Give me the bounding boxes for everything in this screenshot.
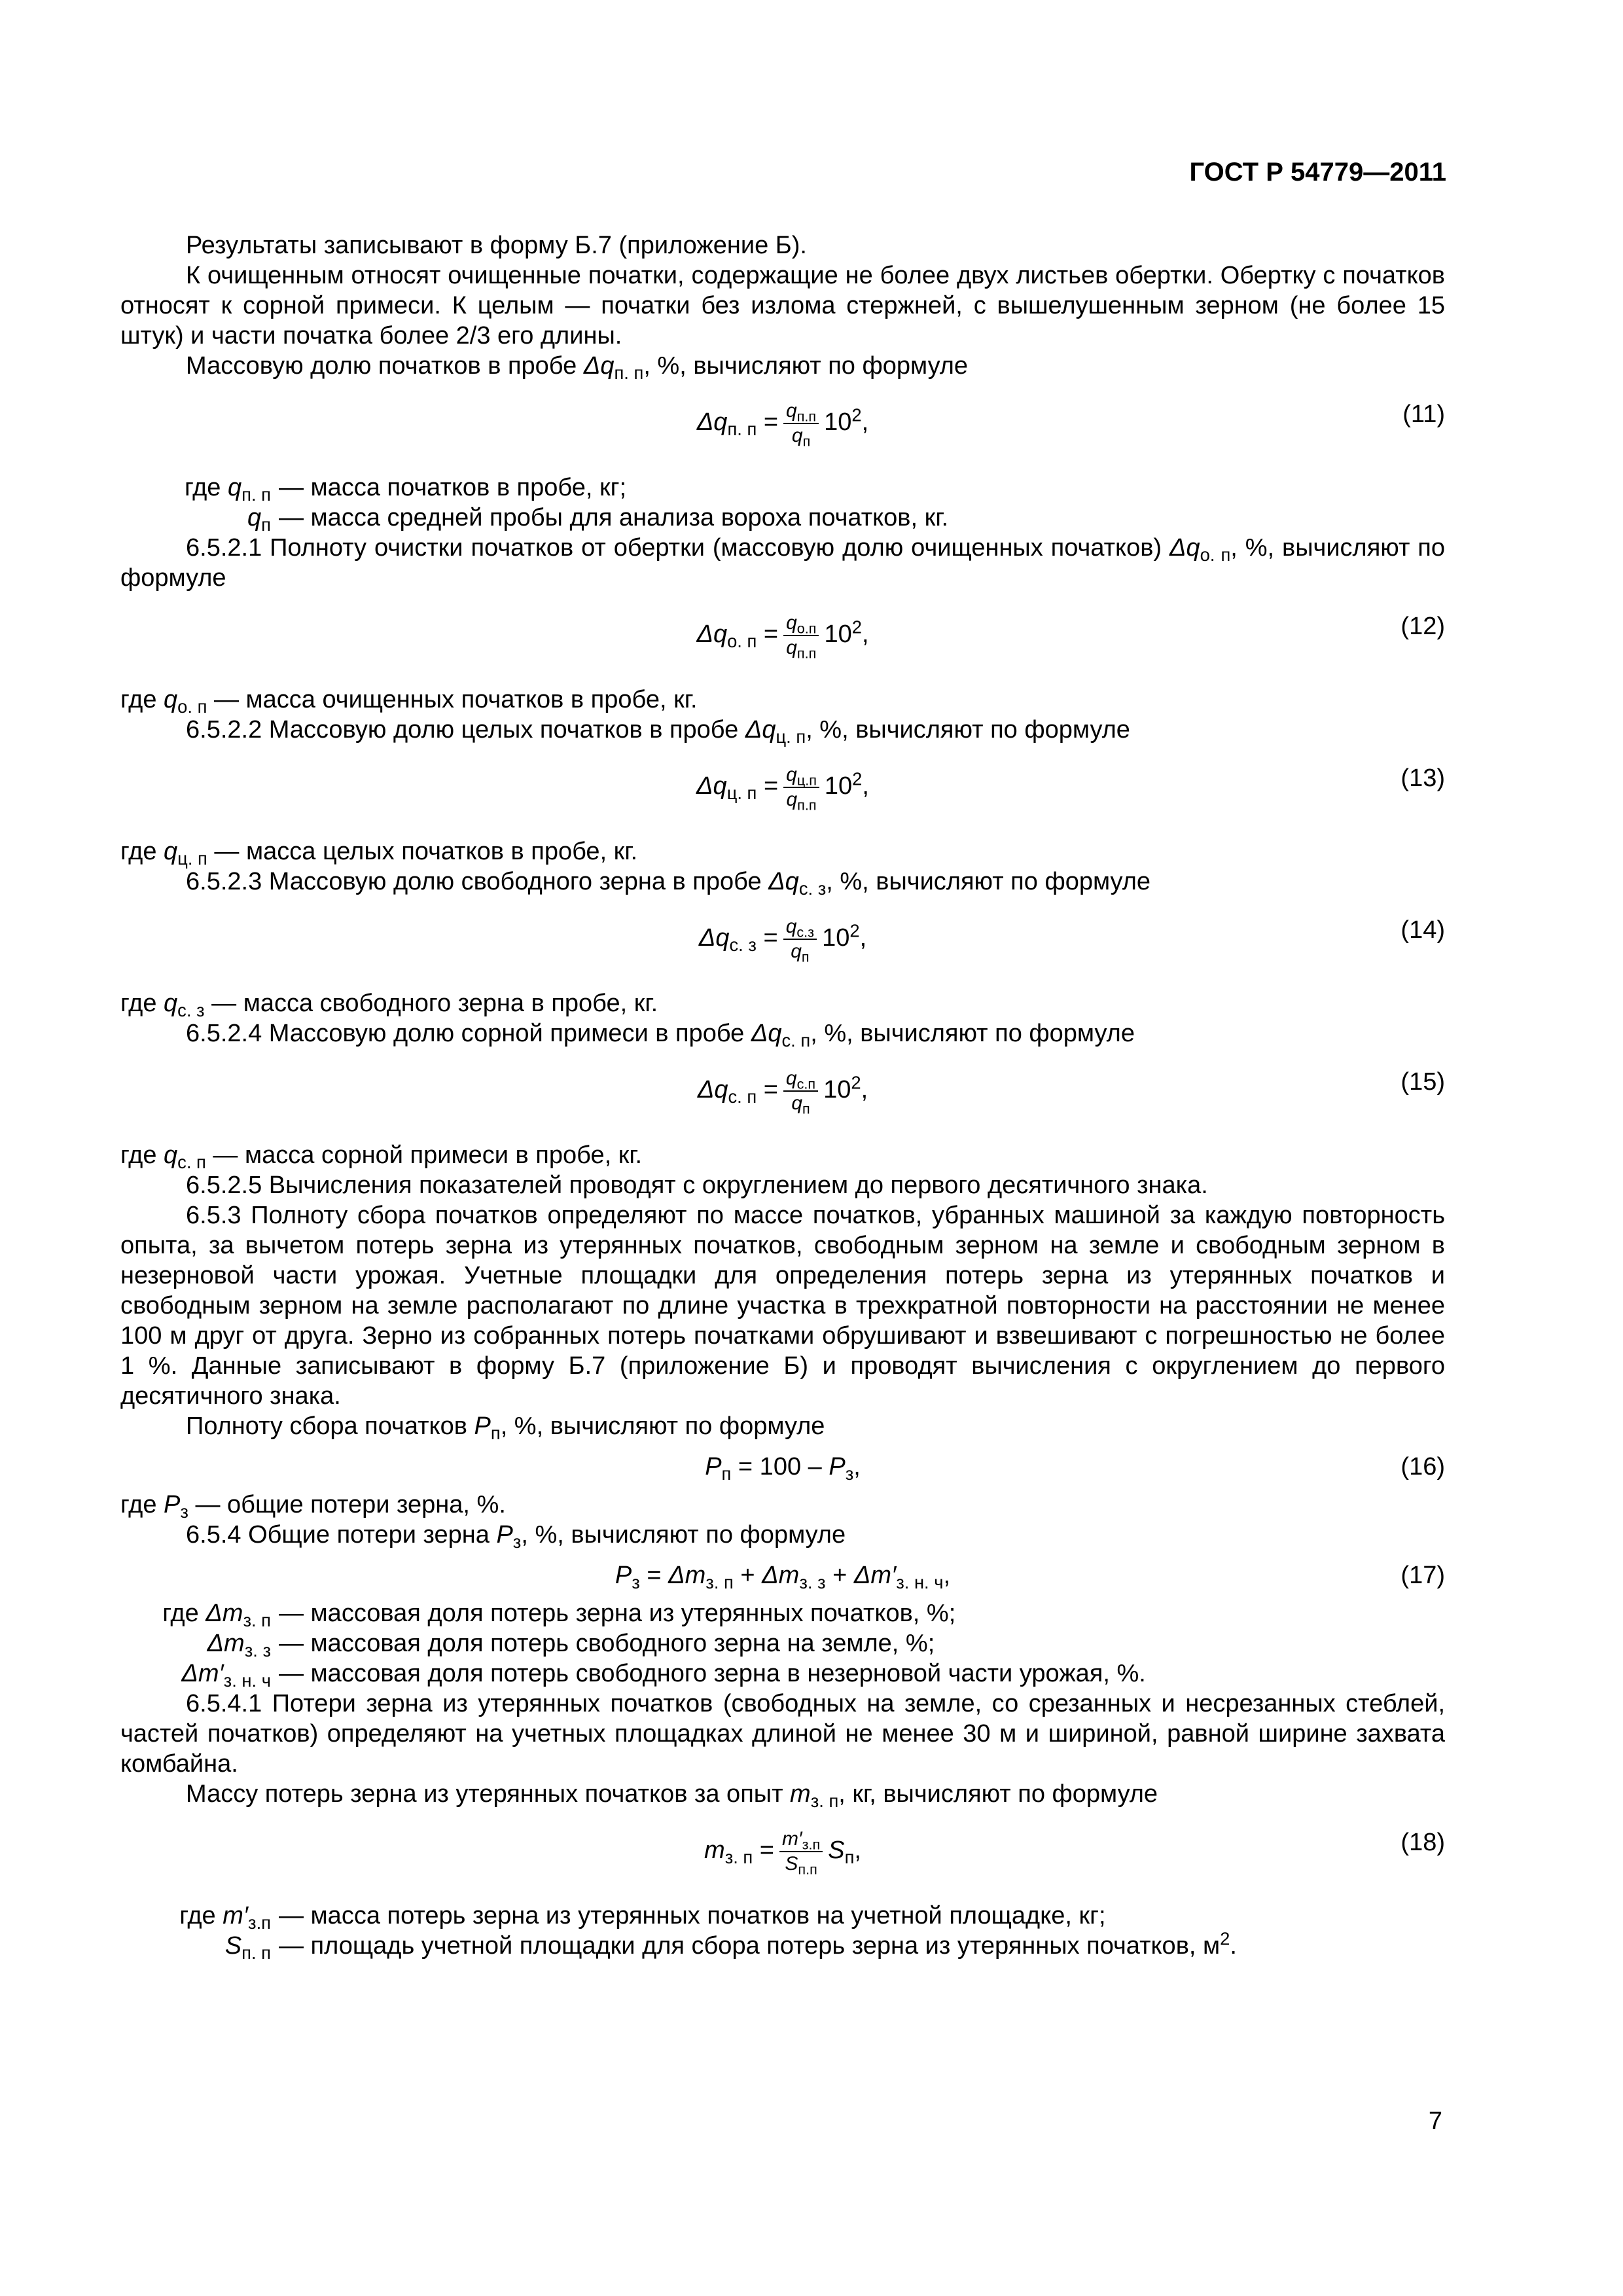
paragraph: Массу потерь зерна из утерянных початков за опыт $m_{з. п}$, кг, вычисляют по формуле [186, 1780, 1158, 1812]
document-header: ГОСТ Р 54779—2011 [1189, 158, 1446, 187]
formula-15: $\Delta q_{с. п}$ = $\frac{q_{с.п}}{q_п}$ $10^2$, (15) [697, 1067, 1445, 1117]
formula-number: (18) [1400, 1829, 1445, 1856]
paragraph: К очищенным относят очищенные початки, содержащие не более двух листьев обертки. Обертку с початков относят к сорной примеси. К целым — початки без излома стержней, с вышелушенным зерном (не более 15 штук) и части початка более 2/3 его длины. [120, 262, 1445, 350]
formula-11: $\Delta q_{п. п}$ = $\frac{q_{п.п}}{q_п}$ $10^2$, (11) [696, 400, 1445, 450]
section-6-5-4: 6.5.4 Общие потери зерна $P_з$, %, вычисляют по формуле [186, 1521, 846, 1552]
formula-number: (11) [1402, 401, 1445, 428]
formula-12: $\Delta q_{о. п}$ = $\frac{q_{о.п}}{q_{п.п}}$ $10^2$, (12) [696, 612, 1445, 662]
formula-16: $P_п = 100 - P_з$, (16) [705, 1453, 1445, 1484]
section-6-5-2-4: 6.5.2.4 Массовую долю сорной примеси в пробе $\Delta q_{с. п}$, %, вычисляют по формуле [186, 1020, 1135, 1051]
formula-number: (16) [1400, 1453, 1445, 1480]
page-content [120, 230, 1445, 1964]
formula-17: $P_з = \Delta m_{з. п} + \Delta m_{з. з} + \Delta m'_{з. н. ч}$, (17) [615, 1562, 1445, 1593]
formula-legend: где $m'_{з.п}$ — масса потерь зерна из утерянных початков на учетной площадке, кг; $S_{п. п}$ — площадь учетной площадки для сбора потерь зерна из утерянных початков, $м^2$. [179, 1902, 1237, 1964]
formula-legend: где $P_з$ — общие потери зерна, %. [120, 1491, 506, 1522]
formula-number: (14) [1400, 916, 1445, 944]
section-6-5-2-3: 6.5.2.3 Массовую долю свободного зерна в пробе $\Delta q_{с. з}$, %, вычисляют по формуле [186, 868, 1151, 899]
formula-number: (13) [1400, 764, 1445, 792]
formula-legend: где $q_{п. п}$ — масса початков в пробе, кг; $q_п$ — масса средней пробы для анализа вороха початков, кг. [184, 474, 949, 535]
formula-14: $\Delta q_{с. з}$ = $\frac{q_{с.з}}{q_п}$ $10^2$, (14) [698, 916, 1445, 965]
formula-18: $m_{з. п}$ = $\frac{m'_{з.п}}{S_{п.п}}$ $S_п$, (18) [704, 1828, 1445, 1878]
formula-13: $\Delta q_{ц. п}$ = $\frac{q_{ц.п}}{q_{п.п}}$ $10^2$, (13) [696, 764, 1445, 814]
formula-legend: где $q_{с. п}$ — масса сорной примеси в пробе, кг. [120, 1141, 643, 1173]
section-6-5-2-5: 6.5.2.5 Вычисления показателей проводят с округлением до первого десятичного знака. [186, 1172, 1208, 1199]
formula-number: (12) [1400, 613, 1445, 640]
page-number: 7 [1428, 2108, 1442, 2135]
formula-legend: где $q_{ц. п}$ — масса целых початков в пробе, кг. [120, 838, 638, 869]
section-6-5-2-1: 6.5.2.1 Полноту очистки початков от обертки (массовую долю очищенных початков) $\Delta q_{о. п}$, %, вычисляют по формуле [120, 534, 1445, 592]
formula-legend: где $q_{о. п}$ — масса очищенных початков в пробе, кг. [120, 686, 698, 717]
paragraph: Полноту сбора початков $P_п$, %, вычисляют по формуле [186, 1412, 825, 1444]
paragraph: Результаты записывают в форму Б.7 (приложение Б). [186, 232, 807, 259]
section-6-5-3: 6.5.3 Полноту сбора початков определяют по массе початков, убранных машиной за каждую повторность опыта, за вычетом потерь зерна из утерянных початков, свободным зерном на земле и свободным зерном в незерновой части урожая. Учетные площадки для определения потерь зерна из утерянных початков и свободным зерном на земле располагают по длине участка в трехкратной повторности на расстоянии не менее 100 м друг от друга. Зерно из собранных потерь початками обрушивают и взвешивают с погрешностью не более 1 %. Данные записывают в форму Б.7 (приложение Б) и проводят вычисления с округлением до первого десятичного знака. [120, 1202, 1445, 1410]
formula-legend: где $\Delta m_{з. п}$ — массовая доля потерь зерна из утерянных початков, %; $\Delta m_{з. з}$ — массовая доля потерь свободного зерна на земле, %; $\Delta m'_{з. н. ч}$ — массовая доля потерь свободного зерна в незерновой части урожая, %. [162, 1600, 1146, 1691]
section-6-5-4-1: 6.5.4.1 Потери зерна из утерянных початков (свободных на земле, со срезанных и несрезанных стеблей, частей початков) определяют на учетных площадках длиной не менее 30 м и шириной, равной ширине захвата комбайна. [120, 1690, 1445, 1778]
paragraph: Массовую долю початков в пробе $\Delta q_{п. п}$, %, вычисляют по формуле [186, 352, 969, 384]
formula-legend: где $q_{с. з}$ — масса свободного зерна в пробе, кг. [120, 990, 658, 1021]
section-6-5-2-2: 6.5.2.2 Массовую долю целых початков в пробе $\Delta q_{ц. п}$, %, вычисляют по формуле [186, 716, 1130, 747]
formula-number: (17) [1400, 1562, 1445, 1589]
formula-number: (15) [1400, 1068, 1445, 1096]
